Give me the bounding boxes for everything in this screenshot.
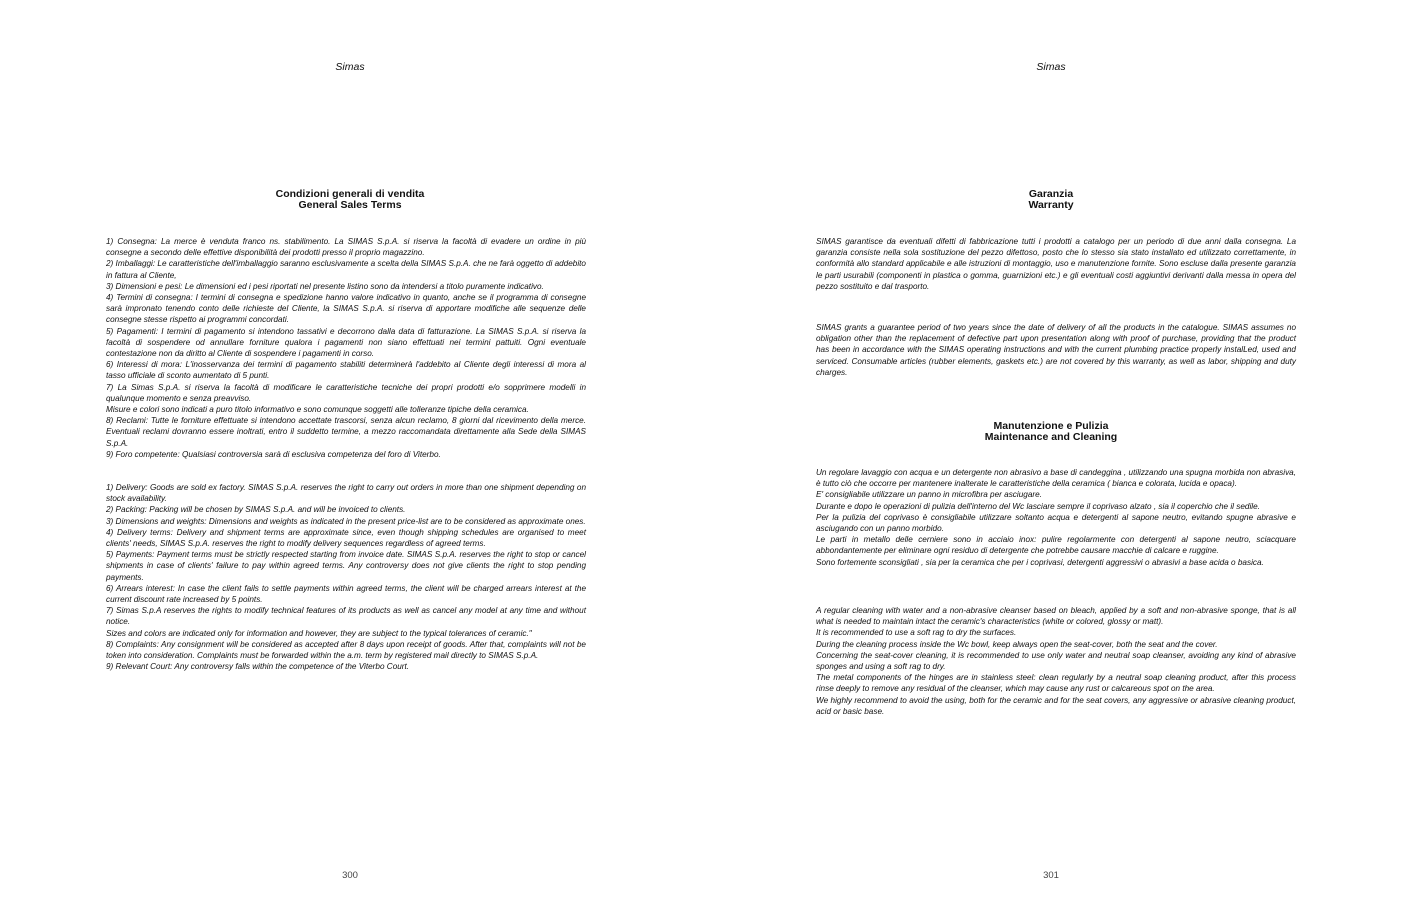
title-english: General Sales Terms [298, 199, 402, 211]
term-paragraph: 1) Consegna: La merce è venduta franco ns. stabilimento. La SIMAS S.p.A. si riserva la facoltà di evadere un ordine in più consegne a secondo delle effettive disponibilità dei prodotti presso il proprio magazzino. [106, 237, 586, 258]
term-paragraph: 9) Relevant Court: Any controversy falls within the competence of the Viterbo Court. [106, 662, 410, 672]
right-page [701, 0, 1401, 904]
term-paragraph: 5) Payments: Payment terms must be strictly respected starting from invoice date. SIMAS S.p.A. reserves the right to stop or cancel shipments in case of clients' failure to pay within agreed terms. Any controversy does not give clients the right to stop pending payments. [106, 550, 586, 582]
term-paragraph: 2) Packing: Packing will be chosen by SIMAS S.p.A. and will be invoiced to clients. [106, 505, 406, 515]
maintenance-title [701, 421, 1401, 443]
maintenance-paragraph: Durante e dopo le operazioni di pulizia dell'interno del Wc lasciare sempre il coprivaso alzato , sia il coperchio che il sedile. [816, 501, 1260, 511]
maintenance-paragraph: Per la pulizia del coprivaso è consigliabile utilizzare soltanto acqua e detergenti al sapone neutro, evitando spugne abrasive e asciugando con un panno morbido. [816, 512, 1296, 534]
warranty-english [816, 322, 1296, 378]
maintenance-title-english: Maintenance and Cleaning [984, 431, 1118, 443]
term-paragraph: 8) Complaints: Any consignment will be considered as accepted after 8 days upon receipt of goods. After that, complaints will not be token into consideration. Complaints must be forwarded within the a.m. term by registered mail directly to SIMAS S.p.A. [106, 639, 586, 661]
warranty-paragraph: SIMAS garantisce da eventuali difetti di fabbricazione tutti i prodotti a catalogo per un periodo di due anni dalla consegna. La garanzia consiste nella sola sostituzione del pezzo difettoso, posto che lo stesso sia stato installato ed utilizzato correttamente, in conformità allo standard applicabile e alle istruzioni di montaggio, uso e manutenzione fornite. Sono escluse dalla presente garanzia le parti usurabili (componenti in plastica o gomma, guarnizioni etc.) e gli eventuali costi aggiuntivi derivanti dalla messa in opera del pezzo sostituito e dal trasporto. [816, 237, 1296, 291]
italian-terms [106, 236, 586, 460]
maintenance-paragraph: A regular cleaning with water and a non-abrasive cleanser based on bleach, applied by a soft and non-abrasive sponge, that is all what is needed to maintain intact the ceramic's characteristics (white or colored, glossy or matt). [816, 606, 1296, 627]
maintenance-title-italian: Manutenzione e Pulizia [993, 420, 1109, 432]
title-italian: Condizioni generali di vendita [275, 188, 425, 200]
term-paragraph: 3) Dimensioni e pesi: Le dimensioni ed i pesi riportati nel presente listino sono da intendersi a titolo puramente indicativo. [106, 281, 544, 291]
term-paragraph: Sizes and colors are indicated only for information and however, they are subject to the typical tolerances of ceramic." [106, 628, 532, 638]
term-paragraph: 2) Imballaggi: Le caratteristiche dell'imballaggio saranno esclusivamente a scelta della SIMAS S.p.A. che ne farà oggetto di addebito in fattura al Cliente, [106, 259, 586, 280]
maintenance-paragraph: Concerning the seat-cover cleaning, it is recommended to use only water and neutral soap cleanser, avoiding any kind of abrasive sponges and using a soft rag to dry. [816, 650, 1296, 672]
sales-terms-title [0, 189, 700, 211]
maintenance-paragraph: Le parti in metallo delle cerniere sono in acciaio inox: pulire regolarmente con detergenti al sapone neutro, sciacquare abbondantemente per eliminare ogni residuo di detergente che potrebbe causare macchie di calcare e ruggine. [816, 535, 1296, 556]
maintenance-paragraph: The metal components of the hinges are in stainless steel: clean regularly by a neutral soap cleaning product, after this process rinse deeply to remove any residual of the cleanser, which may cause any rust or calcareous spot on the area. [816, 673, 1296, 694]
left-page [0, 0, 700, 904]
warranty-italian [816, 236, 1296, 292]
term-paragraph: 4) Termini di consegna: I termini di consegna e spedizione hanno valore indicativo in quanto, anche se il programma di consegne sarà impronato tenendo conto delle richieste del Cliente, la SIMAS S.p.A. si riserva di apportare modifiche alle sequenze delle consegne stesse rispetto ai programmi concordati. [106, 293, 586, 325]
running-head: Simas [335, 61, 365, 73]
maintenance-paragraph: Un regolare lavaggio con acqua e un detergente non abrasivo a base di candeggina , utilizzando una spugna morbida non abrasiva, è tutto ciò che occorre per mantenere inalterate le caratteristiche della ceramica ( bianca e colorata, lucida e opaca). [816, 468, 1296, 489]
maintenance-paragraph: During the cleaning process inside the Wc bowl, keep always open the seat-cover, both the seat and the cover. [816, 639, 1218, 649]
maintenance-paragraph: E' consigliabile utilizzare un panno in microfibra per asciugare. [816, 490, 1042, 500]
term-paragraph: 5) Pagamenti: I termini di pagamento si intendono tassativi e decorrono dalla data di fatturazione. La SIMAS S.p.A. si riserva la facoltà di sospendere od annullare forniture qualora i pagamenti non siano effettuati nei termini pattuiti. Ogni eventuale contestazione non da diritto al Cliente di sospendere i pagamenti in corso. [106, 326, 586, 359]
term-paragraph: 1) Delivery: Goods are sold ex factory. SIMAS S.p.A. reserves the right to carry out orders in more than one shipment depending on stock availability. [106, 483, 586, 504]
maintenance-paragraph: It is recommended to use a soft rag to dry the surfaces. [816, 628, 1017, 638]
maintenance-italian [816, 467, 1296, 568]
term-paragraph: 8) Reclami: Tutte le forniture effettuate si intendono accettate trascorsi, senza alcun reclamo, 8 giorni dal ricevimento della merce. Eventuali reclami dovranno essere inoltrati, entro il suddetto termine, a mezzo raccomandata direttamente alla Sede della SIMAS S.p.A. [106, 416, 586, 448]
warranty-title-english: Warranty [1028, 199, 1074, 211]
page-number: 300 [342, 870, 358, 881]
running-head: Simas [1036, 61, 1066, 73]
page-number: 301 [1043, 870, 1059, 881]
warranty-title [701, 189, 1401, 211]
warranty-paragraph: SIMAS grants a guarantee period of two years since the date of delivery of all the products in the catalogue. SIMAS assumes no obligation other than the replacement of defective part upon presentation along with proof of purchase, providing that the product has been in accordance with the SIMAS operating instructions and with the current plumbing practice properly instalLed, used and serviced. Consumable articles (rubber elements, gaskets etc.) are not covered by this warranty, as well as labor, shipping and duty charges. [816, 323, 1296, 377]
term-paragraph: 7) Simas S.p.A reserves the rights to modify technical features of its products as well as cancel any model at any time and without notice. [106, 606, 586, 627]
maintenance-paragraph: We highly recommend to avoid the using, both for the ceramic and for the seat covers, any aggressive or abrasive cleaning product, acid or basic base. [816, 695, 1296, 716]
english-terms [106, 482, 586, 672]
maintenance-english [816, 605, 1296, 717]
term-paragraph: 3) Dimensions and weights: Dimensions and weights as indicated in the present price-list are to be considered as approximate ones. [106, 516, 586, 526]
term-paragraph: 6) Arrears interest: In case the client fails to settle payments within agreed terms, the client will be charged arrears interest at the current discount rate increased by 5 points. [106, 583, 586, 605]
term-paragraph: 9) Foro competente: Qualsiasi controversia sarà di esclusiva competenza del foro di Viterbo. [106, 449, 441, 459]
term-paragraph: 7) La Simas S.p.A. si riserva la facoltà di modificare le caratteristiche tecniche dei propri prodotti e/o sopprimere modelli in qualunque momento e senza preavviso. [106, 382, 586, 403]
term-paragraph: 4) Delivery terms: Delivery and shipment terms are approximate since, even though shipping schedules are organised to meet clients' needs, SIMAS S.p.A. reserves the right to modify delivery sequences regardless of agreed terms. [106, 527, 586, 549]
term-paragraph: 6) Interessi di mora: L'inosservanza dei termini di pagamento stabiliti determinerà l'addebito al Cliente degli interessi di mora al tasso ufficiale di sconto aumentato di 5 punti. [106, 360, 586, 381]
warranty-title-italian: Garanzia [1028, 188, 1074, 200]
term-paragraph: Misure e colori sono indicati a puro titolo informativo e sono comunque soggetti alle tolleranze tipiche della ceramica. [106, 405, 529, 415]
maintenance-paragraph: Sono fortemente sconsigliati , sia per la ceramica che per i coprivasi, detergenti aggressivi o abrasivi a base acida o basica. [816, 557, 1264, 567]
